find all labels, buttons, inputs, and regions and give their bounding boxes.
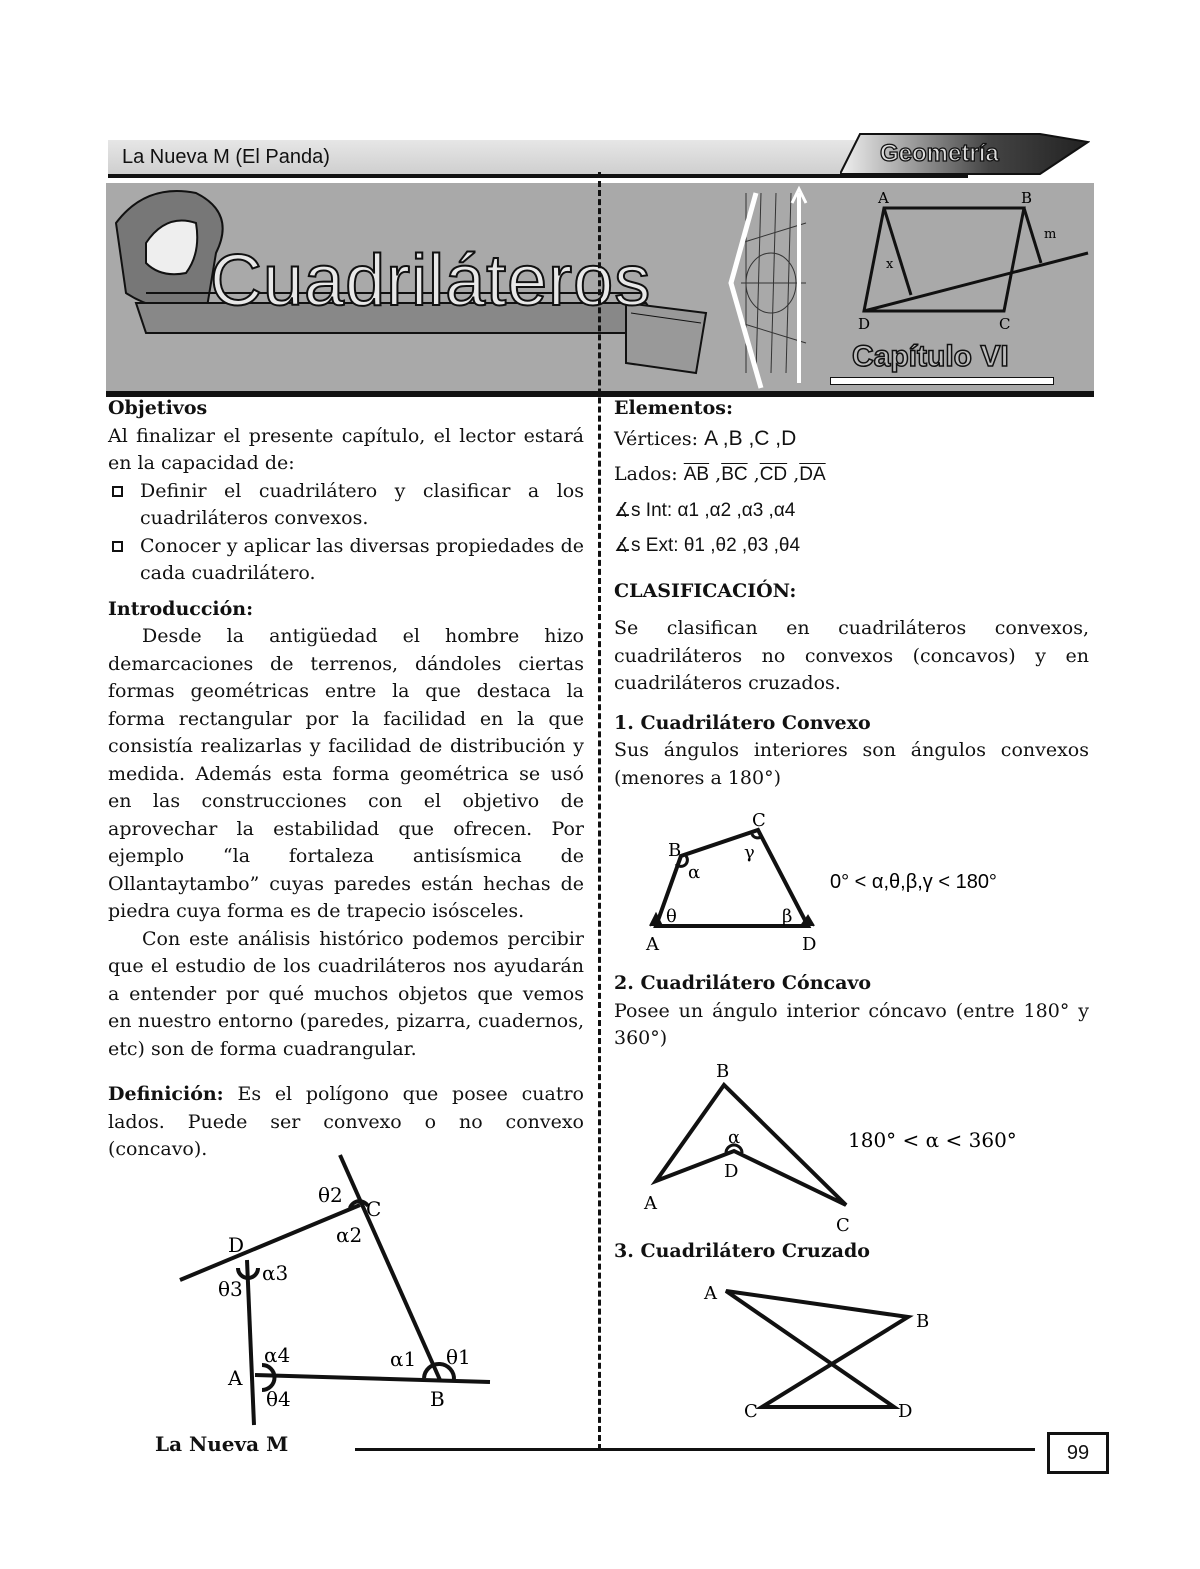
convex-label-theta: θ [666, 906, 677, 927]
definition-heading: Definición: [108, 1083, 224, 1105]
convex-label-a: A [646, 934, 659, 955]
fig-label-alpha4: α4 [264, 1343, 291, 1367]
fig-label-theta2: θ2 [318, 1183, 343, 1207]
exterior-angles-row [614, 532, 1089, 560]
intro-paragraph-1: Desde la antigüedad el hombre hizo demarcaciones de terrenos, dándoles ciertas formas geométricas entre la que destaca la forma rectangular por la facilidad en la que consistía realizarlas y facilidad de distribución y medida. Además esta forma geométrica se usó en las construcciones con el objetivo de aprovechar la estabilidad que ofrecen. Por ejemplo “la fortaleza antisísmica de Ollantaytambo” cuyas paredes están hechas de piedra cuya forma es de trapecio isósceles. [108, 625, 584, 922]
fig-label-alpha1: α1 [390, 1347, 417, 1371]
concave-label-c: C [836, 1215, 850, 1235]
side-cd: $\overline{CD}$ [759, 464, 788, 485]
banner-label-a: A [878, 189, 889, 207]
crossed-label-d: D [898, 1401, 913, 1422]
objectives-list [108, 478, 584, 588]
fig-label-b: B [430, 1387, 445, 1411]
elements-heading: Elementos: [614, 397, 733, 419]
concave-figure [636, 1055, 1056, 1235]
intro-heading: Introducción: [108, 597, 254, 620]
banner-parallelogram-figure [864, 208, 1088, 311]
exterior-angles-label: ∡s Ext: [614, 535, 679, 556]
concave-label-a: A [644, 1193, 657, 1214]
convex-label-alpha: α [688, 862, 701, 883]
concave-heading: 2. Cuadrilátero Cóncavo [614, 972, 872, 994]
objective-item: Conocer y aplicar las diversas propiedades de cada cuadrilátero. [108, 533, 584, 588]
classification-text: Se clasifican en cuadriláteros convexos, cuadriláteros no convexos (concavos) y en cuadriláteros cruzados. [614, 617, 1089, 694]
sides-label: Lados: [614, 463, 678, 485]
fig-label-a: A [228, 1366, 243, 1390]
interior-angles-value: α1 ,α2 ,α3 ,α4 [677, 499, 796, 521]
objective-item: Definir el cuadrilátero y clasificar a los cuadriláteros convexos. [108, 478, 584, 533]
convex-formula: 0° < α,θ,β,γ < 180° [830, 871, 997, 893]
classification-heading: CLASIFICACIÓN: [614, 579, 797, 602]
crossed-section [614, 1238, 1089, 1266]
sides-row: Lados: $\overline{AB}$ $,\overline{BC}$ $,\overline{CD}$ $,\overline{DA}$ [614, 463, 826, 485]
chapter-underline [830, 377, 1054, 385]
chapter-number: Capítulo VI [852, 340, 1009, 373]
subject-title: Geometría [880, 140, 999, 167]
concave-formula: 180° < α < 360° [848, 1128, 1017, 1152]
column-divider [598, 172, 601, 1450]
fig-label-alpha2: α2 [336, 1223, 363, 1247]
fig-label-alpha3: α3 [262, 1261, 289, 1285]
banner-label-m: m [1044, 227, 1057, 242]
side-bc: $\overline{BC}$ [721, 464, 748, 485]
footer-rule [355, 1448, 1035, 1451]
vertices-label: Vértices: [614, 427, 699, 450]
convex-label-beta: β [782, 906, 793, 927]
convex-label-gamma: γ [744, 842, 755, 863]
fig-label-d: D [228, 1233, 245, 1257]
convex-label-c: C [752, 810, 766, 831]
chapter-title: Cuadriláteros [210, 241, 652, 321]
definition-text: Es el polígono que posee cuatro lados. Puede ser convexo o no convexo (concavo). [108, 1083, 584, 1160]
banner-label-b: B [1021, 189, 1033, 207]
crossed-label-b: B [916, 1311, 930, 1332]
right-column [614, 395, 1089, 792]
concave-text: Posee un ángulo interior cóncavo (entre 180° y 360°) [614, 999, 1089, 1049]
fig-label-theta3: θ3 [218, 1277, 243, 1301]
banner-label-d: D [858, 315, 871, 333]
left-column [108, 395, 584, 1164]
convex-heading: 1. Cuadrilátero Convexo [614, 711, 871, 734]
header-bar [108, 140, 968, 178]
objectives-heading: Objetivos [108, 397, 208, 419]
crossed-label-c: C [744, 1401, 758, 1422]
side-ab: $\overline{AB}$ [683, 464, 710, 485]
concave-label-d: D [724, 1161, 739, 1182]
concave-section [614, 970, 1089, 1053]
convex-label-b: B [668, 840, 682, 861]
objectives-intro: Al finalizar el presente capítulo, el lector estará en la capacidad de: [108, 424, 584, 474]
banner-label-x: x [886, 257, 894, 272]
book-title: La Nueva M (El Panda) [122, 146, 330, 168]
exterior-angles-value: θ1 ,θ2 ,θ3 ,θ4 [683, 535, 801, 556]
side-ad-extended [247, 1260, 254, 1425]
interior-angles-label: ∡s Int: [614, 499, 673, 521]
banner-label-c: C [999, 315, 1011, 333]
concave-label-b: B [716, 1061, 730, 1082]
crossed-label-a: A [704, 1283, 717, 1304]
fig-label-c: C [366, 1197, 382, 1221]
concave-label-alpha: α [728, 1127, 741, 1148]
crossed-figure [690, 1275, 950, 1425]
intro-paragraph-2: Con este análisis histórico podemos percibir que el estudio de los cuadriláteros nos ayudarán a entender por qué muchos objetos que vemos en nuestro entorno (paredes, pizarra, cuadernos, etc) son de forma cuadrangular. [108, 927, 584, 1060]
perspective-lines-graphic [731, 189, 806, 388]
vertices-value: A ,B ,C ,D [704, 426, 797, 450]
footer-brand: La Nueva M [155, 1432, 289, 1456]
convex-text: Sus ángulos interiores son ángulos convexos (menores a 180°) [614, 739, 1089, 789]
convex-label-d: D [802, 934, 817, 955]
convex-figure [636, 808, 1056, 958]
crossed-heading: 3. Cuadrilátero Cruzado [614, 1240, 870, 1262]
side-da: $\overline{DA}$ [799, 464, 826, 485]
page-number: 99 [1047, 1432, 1109, 1474]
vertices-row [614, 425, 1089, 454]
definition-figure [150, 1150, 510, 1430]
fig-label-theta4: θ4 [266, 1387, 291, 1411]
fig-label-theta1: θ1 [446, 1345, 471, 1369]
interior-angles-row [614, 497, 1089, 525]
